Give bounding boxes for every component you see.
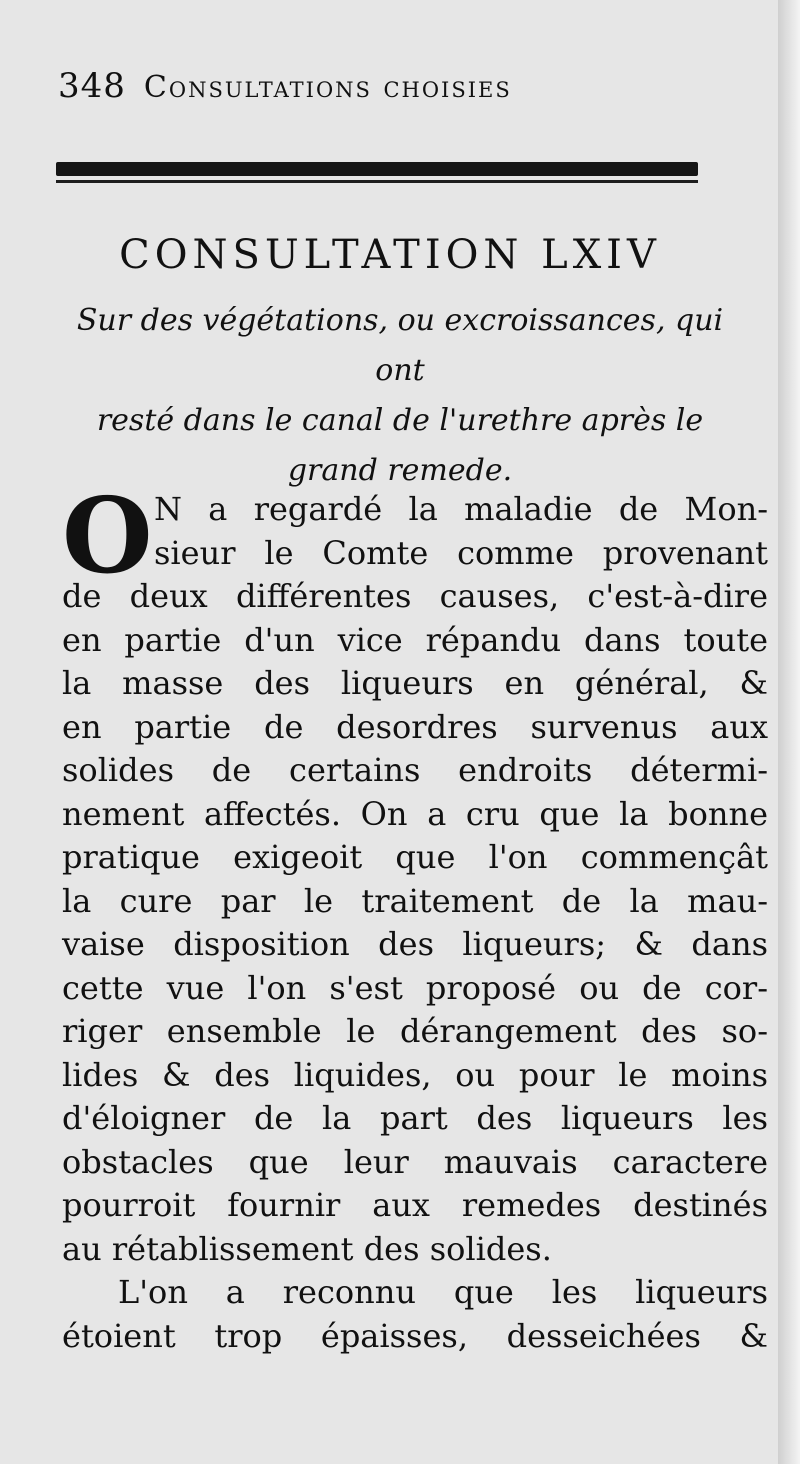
- text-line: la cure par le traitement de la mau-: [62, 881, 768, 920]
- body-text: [62, 474, 768, 1358]
- dropcap-lines: [62, 488, 768, 575]
- consultation-title: CONSULTATION LXIV: [119, 232, 661, 278]
- page-header: [58, 66, 698, 114]
- text-line: la masse des liqueurs en général, &: [62, 664, 768, 702]
- text-line: cette vue l'on s'est proposé ou de cor-: [62, 968, 768, 1007]
- subtitle-line: Sur des végétations, ou excroissances, qui ont: [76, 303, 724, 388]
- page-number: 348: [58, 66, 126, 106]
- text-line: lides & des liquides, ou pour le moins: [62, 1055, 768, 1094]
- second-paragraph: [62, 1271, 768, 1358]
- text-line: L'on a reconnu que les liqueurs: [118, 1273, 768, 1311]
- text-line: en partie d'un vice répandu dans toute: [62, 620, 768, 659]
- drop-cap: O: [62, 474, 153, 597]
- text-line: en partie de desordres survenus aux: [62, 707, 768, 746]
- text-line: au rétablissement des solides.: [62, 1229, 552, 1268]
- header-rule: [56, 160, 698, 184]
- text-line: d'éloigner de la part des liqueurs les: [62, 1099, 768, 1137]
- text-line: solides de certains endroits détermi-: [62, 751, 768, 789]
- text-line: pourroit fournir aux remedes destinés: [62, 1186, 768, 1224]
- page-edge: [778, 0, 800, 1464]
- header-rule-thick: [56, 162, 698, 176]
- consultation-subtitle: [60, 296, 740, 496]
- text-line: vaise disposition des liqueurs; & dans: [62, 925, 768, 963]
- text-line: nement affectés. On a cru que la bonne: [62, 794, 768, 833]
- text-line: étoient trop épaisses, desseichées &: [62, 1316, 768, 1355]
- subtitle-line: grand remede.: [287, 453, 513, 488]
- text-line: pratique exigeoit que l'on commençât: [62, 838, 768, 876]
- text-line: obstacles que leur mauvais caractere: [62, 1142, 768, 1181]
- running-head: Consultations choisies: [143, 70, 512, 105]
- text-line: de deux différentes causes, c'est-à-dire: [62, 577, 768, 615]
- header-rule-thin: [56, 180, 698, 183]
- text-line: sieur le Comte comme provenant: [154, 533, 768, 572]
- subtitle-line: resté dans le canal de l'urethre après le: [96, 403, 704, 438]
- text-line: N a regardé la maladie de Mon-: [154, 490, 768, 528]
- text-line: riger ensemble le dérangement des so-: [62, 1012, 768, 1050]
